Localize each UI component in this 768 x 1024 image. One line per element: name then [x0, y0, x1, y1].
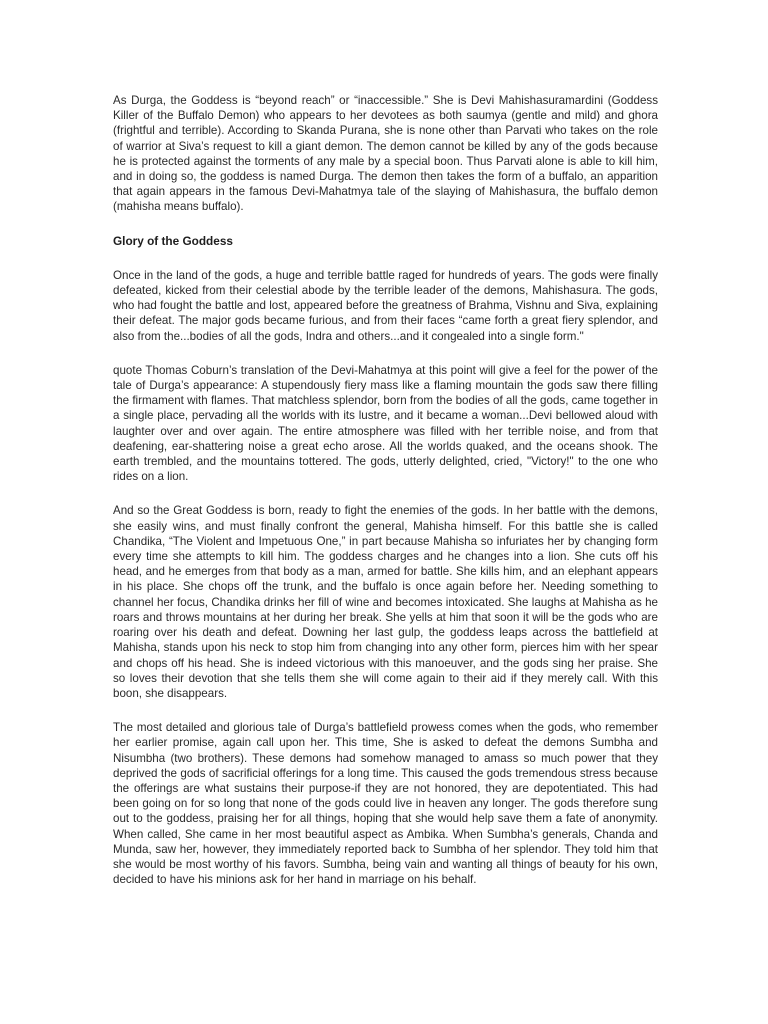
document-page [113, 93, 658, 906]
ambika-paragraph: The most detailed and glorious tale of Durga’s battlefield prowess comes when the gods, who remember her earlier promise, again call upon her. This time, She is asked to defeat the demons Sumbha and Nisumbha (two brothers). These demons had somehow managed to amass so much power that they deprived the gods of sacrificial offerings for a long time. This caused the gods tremendous stress because the offerings are what sustains their purpose-if they are not honored, they are depotentiated. This had been going on for so long that none of the gods could live in heaven any longer. The gods therefore sung out to the goddess, praising her for all things, hoping that she would help save them a fate of anonymity. When called, She came in her most beautiful aspect as Ambika. When Sumbha’s generals, Chanda and Munda, saw her, however, they immediately reported back to Sumbha of her splendor. They told him that she would be most worthy of his favors. Sumbha, being vain and wanting all things of beauty for his own, decided to have his minions ask for her hand in marriage on his behalf. [113, 721, 658, 887]
battle-paragraph: Once in the land of the gods, a huge and terrible battle raged for hundreds of years. The gods were finally defeated, kicked from their celestial abode by the terrible leader of the demons, Mahishasura. The gods, who had fought the battle and lost, appeared before the greatness of Brahma, Vishnu and Siva, explaining their defeat. The major gods became furious, and from their faces “came forth a great fiery splendor, and also from the...bodies of all the gods, Indra and others...and it congealed into a single form." [113, 268, 658, 343]
section-heading: Glory of the Goddess [113, 233, 233, 248]
chandika-paragraph: And so the Great Goddess is born, ready to fight the enemies of the gods. In her battle with the demons, she easily wins, and must finally confront the general, Mahisha himself. For this battle she is called Chandika, “The Violent and Impetuous One,” in part because Mahisha so infuriates her by changing form every time she attempts to kill him. The goddess charges and he changes into a lion. She cuts off his head, and he emerges from that body as a man, armed for battle. She kills him, and an elephant appears in his place. She chops off the trunk, and the buffalo is once again before her. Needing something to channel her focus, Chandika drinks her fill of wine and becomes intoxicated. She laughs at Mahisha as he roars and throws mountains at her during her break. She yells at him that soon it will be the gods who are roaring over his death and defeat. Downing her last gulp, the goddess leaps across the battlefield at Mahisha, stands upon his neck to stop him from changing into any other form, pierces him with her spear and chops off his head. She is indeed victorious with this manoeuver, and the gods sing her praise. She so loves their devotion that she tells them she will come again to their aid if they merely call. With this boon, she disappears. [113, 504, 658, 700]
intro-paragraph: As Durga, the Goddess is “beyond reach” or “inaccessible.” She is Devi Mahishasuramardini (Goddess Killer of the Buffalo Demon) who appears to her devotees as both saumya (gentle and mild) and ghora (frightful and terrible). According to Skanda Purana, she is none other than Parvati who takes on the role of warrior at Siva’s request to kill a giant demon. The demon cannot be killed by any of the gods because he is protected against the torments of any male by a special boon. Thus Parvati alone is able to kill him, and in doing so, the goddess is named Durga. The demon then takes the form of a buffalo, an apparition that again appears in the famous Devi-Mahatmya tale of the slaying of Mahishasura, the buffalo demon (mahisha means buffalo). [113, 94, 658, 214]
coburn-quote-paragraph: quote Thomas Coburn’s translation of the Devi-Mahatmya at this point will give a feel for the power of the tale of Durga’s appearance: A stupendously fiery mass like a flaming mountain the gods saw there filling the firmament with flames. That matchless splendor, born from the bodies of all the gods, came together in a single place, pervading all the worlds with its lustre, and it became a woman...Devi bellowed aloud with laughter over and over again. The entire atmosphere was filled with her terrible noise, and from that deafening, ear-shattering noise a great echo arose. All the worlds quaked, and the oceans shook. The earth trembled, and the mountains tottered. The gods, utterly delighted, cried, "Victory!" to the one who rides on a lion. [113, 363, 658, 484]
